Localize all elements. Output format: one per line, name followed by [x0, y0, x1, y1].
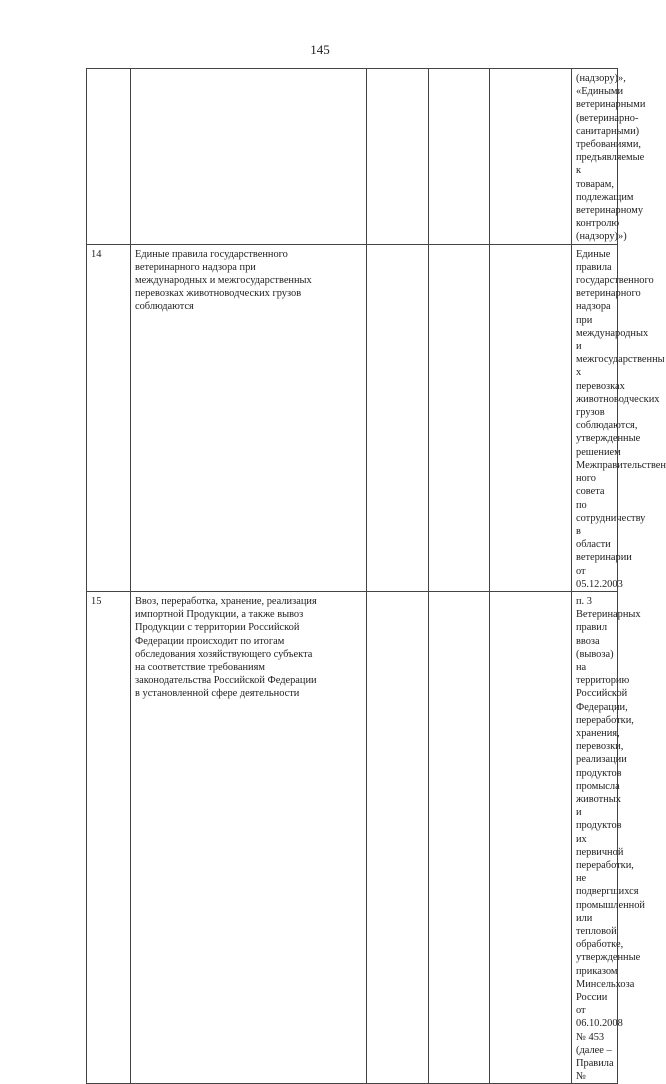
requirements-table: [86, 68, 666, 1084]
empty-cell: [429, 591, 490, 1084]
empty-cell: [367, 244, 429, 591]
legal-source-cell: (надзору)», «Едиными ветеринарными (ветеринарно- санитарными) требованиями, предъявляемые к товарам, подлежащим ветеринарному контролю (надзору)»): [572, 69, 618, 245]
page-number: 145: [310, 42, 330, 57]
table-row: [87, 69, 618, 245]
legal-source-cell: Единые правила государственного ветеринарного надзора при международных и межгосударственны х перевозках животноводческих грузов соблюдаются, утвержденные решением Межправительствен ного совета по сотрудничеству в области ветеринарии от 05.12.2003: [572, 244, 618, 591]
table-row: [87, 591, 618, 1084]
empty-cell: [490, 69, 572, 245]
legal-source-cell: п. 3 Ветеринарных правил ввоза (вывоза) на территорию Российской Федерации, переработки, хранения, перевозки, реализации продуктов промысла животных и продуктов их первичной переработки, не подвергшихся промышленной или тепловой обработке, утвержденные приказом Минсельхоза России от 06.10.2008 № 453 (далее – Правила №: [572, 591, 618, 1084]
row-number-cell: 15: [87, 591, 131, 1084]
requirement-cell: [131, 69, 367, 245]
empty-cell: [490, 591, 572, 1084]
table-row: [87, 244, 618, 591]
empty-cell: [490, 244, 572, 591]
requirement-cell: Единые правила государственного ветеринарного надзора при международных и межгосударственных перевозках животноводческих грузов соблюдаются: [131, 244, 367, 591]
requirement-cell: Ввоз, переработка, хранение, реализация импортной Продукции, а также вывоз Продукции с территории Российской Федерации происходит по итогам обследования хозяйствующего субъекта на соответствие требованиям законодательства Российской Федерации в установленной сфере деятельности: [131, 591, 367, 1084]
empty-cell: [429, 244, 490, 591]
empty-cell: [367, 591, 429, 1084]
row-number-cell: 14: [87, 244, 131, 591]
empty-cell: [367, 69, 429, 245]
row-number-cell: [87, 69, 131, 245]
empty-cell: [429, 69, 490, 245]
